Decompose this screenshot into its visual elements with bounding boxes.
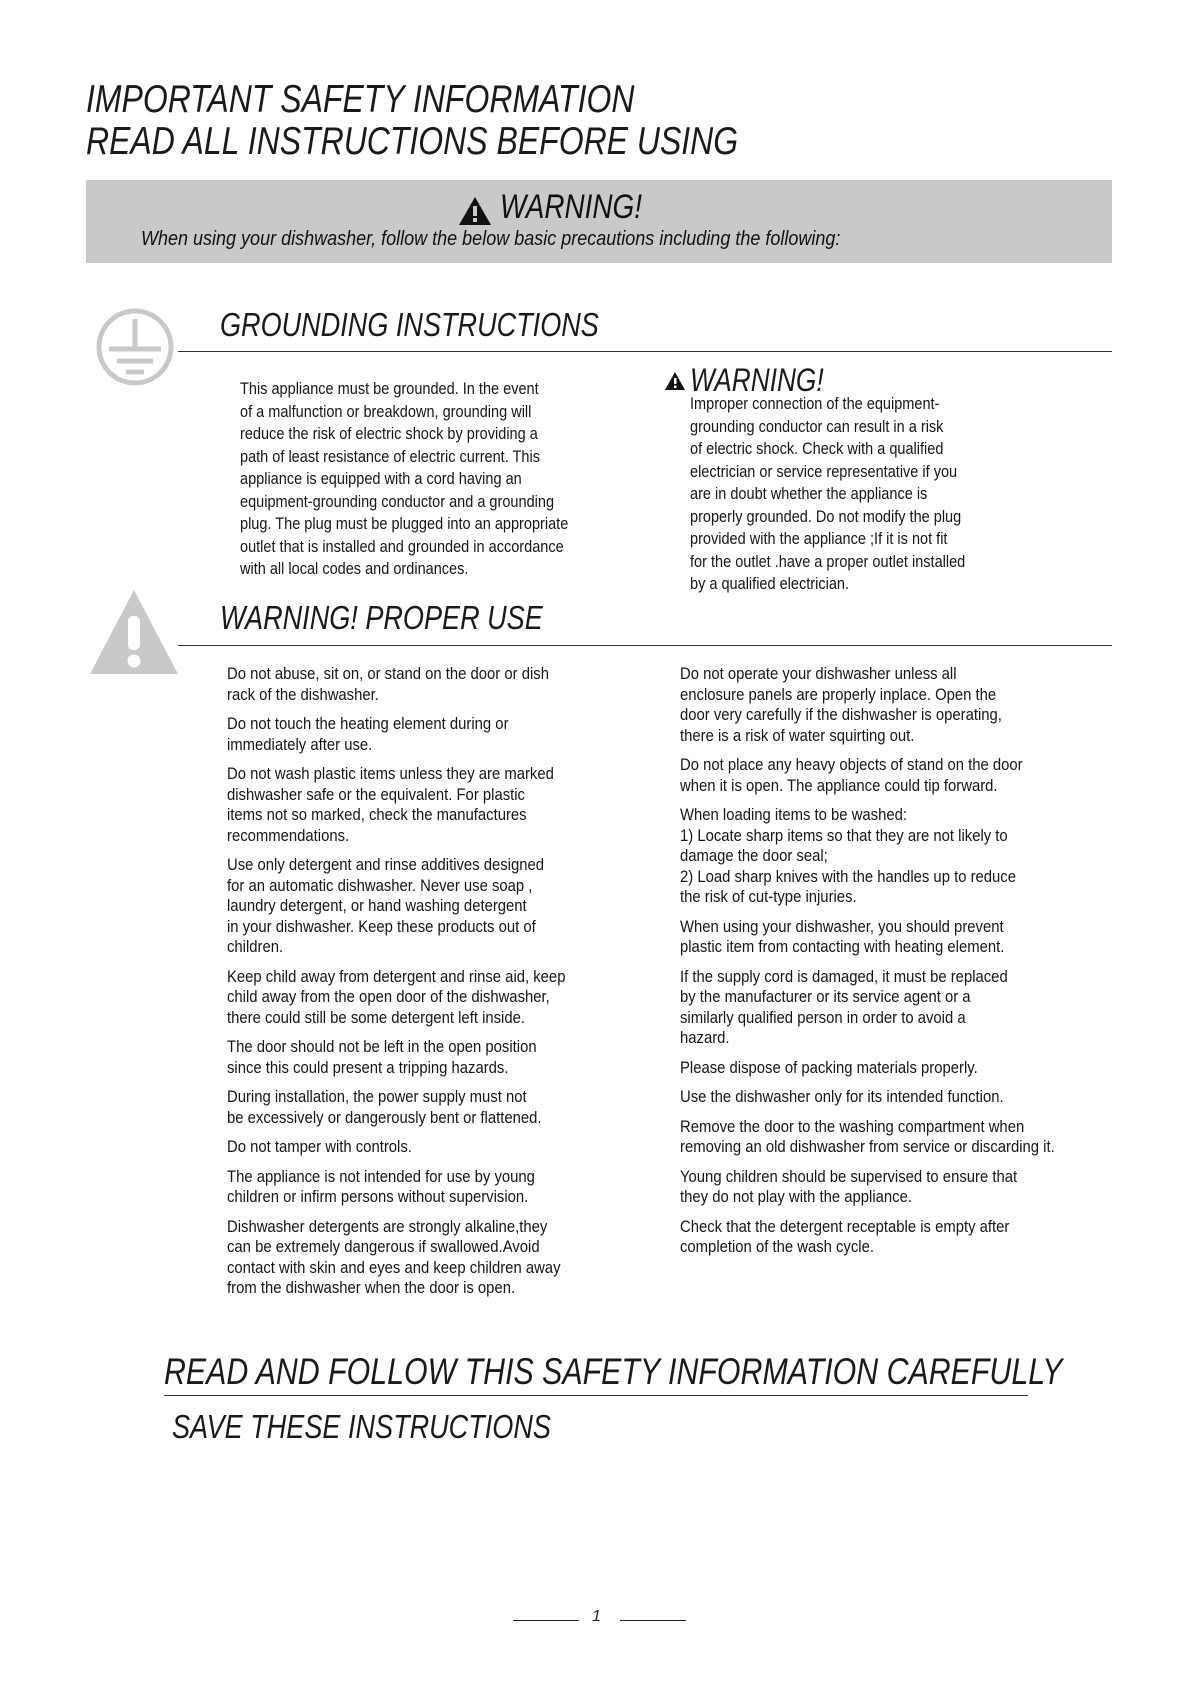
footer-rule-right xyxy=(620,1620,686,1621)
page-title-line-2: READ ALL INSTRUCTIONS BEFORE USING xyxy=(86,120,739,163)
list-item: Use only detergent and rinse additives designed for an automatic dishwasher. Never use soap , laundry detergent, or hand washing detergent in your dishwasher. Keep these products out of children. xyxy=(227,856,545,956)
closing-rule xyxy=(164,1395,1028,1396)
list-item: Please dispose of packing materials properly. xyxy=(680,1058,978,1077)
list-item: When using your dishwasher, you should prevent plastic item from contacting with heating element. xyxy=(680,917,1005,956)
list-item: Do not abuse, sit on, or stand on the door or dish rack of the dishwasher. xyxy=(227,665,549,704)
caution-exclamation-icon xyxy=(88,588,180,676)
warning-banner xyxy=(86,180,1112,263)
list-item: Remove the door to the washing compartment when removing an old dishwasher from service or discarding it. xyxy=(680,1117,1055,1156)
grounding-heading: GROUNDING INSTRUCTIONS xyxy=(220,306,599,343)
list-item: If the supply cord is damaged, it must be replaced by the manufacturer or its service agent or a similarly qualified person in order to avoid a hazard. xyxy=(680,967,1008,1047)
banner-subtitle: When using your dishwasher, follow the below basic precautions including the following: xyxy=(141,228,841,250)
closing-line-1: READ AND FOLLOW THIS SAFETY INFORMATION CAREFULLY xyxy=(164,1351,1063,1392)
proper-use-heading: WARNING! PROPER USE xyxy=(220,599,543,636)
list-item: Keep child away from detergent and rinse aid, keep child away from the open door of the dishwasher, there could still be some detergent left inside. xyxy=(227,967,566,1027)
grounding-text: This appliance must be grounded. In the event of a malfunction or breakdown, grounding will reduce the risk of electric shock by providing a path of least resistance of electric current. This appliance is equipped with a cord having an equipment-grounding conductor and a grounding plug. The plug must be plugged into an appropriate outlet that is installed and grounded in accordance with all local codes and ordinances. xyxy=(240,380,569,578)
list-item: When loading items to be washed: 1) Locate sharp items so that they are not likely to damage the door seal; 2) Load sharp knives with the handles up to reduce the risk of cut-type injuries. xyxy=(680,806,1016,906)
list-item: Do not place any heavy objects of stand on the door when it is open. The appliance could tip forward. xyxy=(680,756,1023,795)
closing-line-2: SAVE THESE INSTRUCTIONS xyxy=(172,1408,551,1445)
list-item: During installation, the power supply must not be excessively or dangerously bent or flattened. xyxy=(227,1088,542,1127)
list-item: Young children should be supervised to ensure that they do not play with the appliance. xyxy=(680,1167,1018,1206)
list-item: Check that the detergent receptable is empty after completion of the wash cycle. xyxy=(680,1217,1010,1256)
grounding-rule xyxy=(178,351,1112,352)
proper-use-left-column xyxy=(227,664,647,1308)
page-title-line-1: IMPORTANT SAFETY INFORMATION xyxy=(86,78,635,121)
footer-rule-left xyxy=(513,1620,579,1621)
list-item: Do not tamper with controls. xyxy=(227,1138,412,1156)
list-item: Do not wash plastic items unless they are marked dishwasher safe or the equivalent. For plastic items not so marked, check the manufactures recommendations. xyxy=(227,765,554,845)
ground-symbol-icon xyxy=(95,307,175,387)
page-number: 1 xyxy=(592,1608,601,1625)
list-item: The appliance is not intended for use by young children or infirm persons without supervision. xyxy=(227,1167,535,1206)
list-item: Dishwasher detergents are strongly alkaline,they can be extremely dangerous if swallowed.Avoid contact with skin and eyes and keep children away from the dishwasher when the door is open. xyxy=(227,1217,561,1297)
list-item: The door should not be left in the open position since this could present a tripping hazards. xyxy=(227,1038,537,1077)
list-item: Use the dishwasher only for its intended function. xyxy=(680,1088,1004,1106)
proper-use-right-column xyxy=(680,664,1120,1267)
warning-triangle-icon xyxy=(664,371,686,391)
banner-title: WARNING! xyxy=(500,188,642,226)
warning-triangle-icon xyxy=(458,196,492,226)
grounding-warning-text: Improper connection of the equipment- grounding conductor can result in a risk of electric shock. Check with a qualified electrician or service representative if you are in doubt whether the appliance is properly grounded. Do not modify the plug provided with the appliance ;If it is not fit for the outlet .have a proper outlet installed by a qualified electrician. xyxy=(690,395,966,593)
grounding-warning-title: WARNING! xyxy=(690,362,824,398)
proper-use-rule xyxy=(178,645,1112,646)
banner-title-row xyxy=(458,188,758,232)
list-item: Do not operate your dishwasher unless all enclosure panels are properly inplace. Open the door very carefully if the dishwasher is operating, there is a risk of water squirting out. xyxy=(680,665,1002,745)
list-item: Do not touch the heating element during or immediately after use. xyxy=(227,715,509,754)
